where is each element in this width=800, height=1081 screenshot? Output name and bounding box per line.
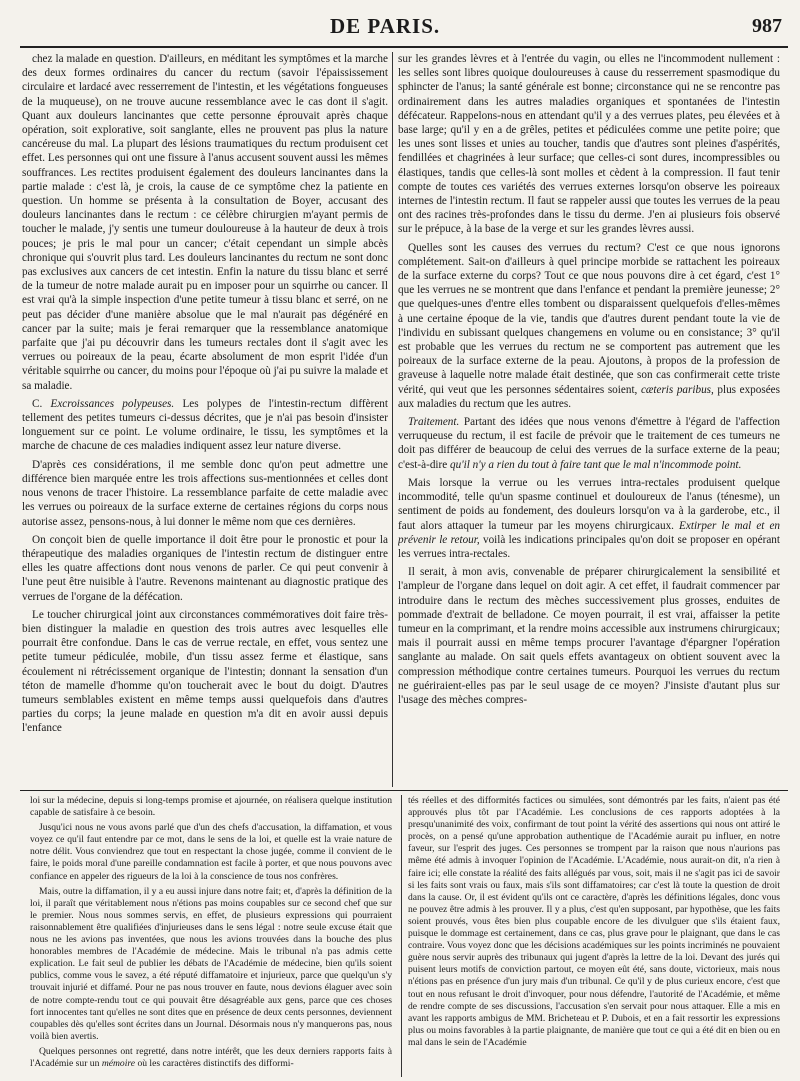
paragraph: Mais, outre la diffamation, il y a eu aussi injure dans notre fait; et, d'après la définition de la loi, il paraît que véritablement nous n'étions pas moins coupables sur ce second chef que sur le premier. Nous nous sommes servis, en effet, de plusieurs expressions qui pourraient raisonnablement être qualifiées d'injurieuses dans le sens légal : notre seule excuse était que nous ne les avions pas inventées, que nous les avions trouvées dans la bouche des plus honorables membres de l'Académie de médecine. Mais le tribunal n'a pas admis cette explication. Le fait seul de publier les débats de l'Académie de médecine, bien qu'ils soient publics, comme vous le savez, a été réputé diffamatoire et injurieux, parce que quelqu'un s'y trouvait injurié et diffamé. Pour ne pas nous trouver en faute, nous devions élaguer avec soin de notre compte-rendu tout ce qui pouvait être désagréable aux gens, parce que ces choses fort innocentes tant qu'elles ne sont dites que en présence de deux cents personnes, deviennent coupables dès qu'elles sont écrites dans un Journal. Désormais nous n'y manquerons pas, nous voilà bien avertis. <box>30 885 392 1042</box>
paragraph <box>30 1046 392 1070</box>
page-header <box>0 0 800 40</box>
article-column-right <box>398 52 780 787</box>
running-title: DE PARIS. <box>330 14 441 38</box>
feuilleton-column-left <box>30 795 392 1077</box>
paragraph: sur les grandes lèvres et à l'entrée du vagin, ou elles ne l'incommodent nullement : les selles sont libres quoique douloureuses à cause du resserrement spasmodique du sphincter de l'anus; la santé générale est bonne; circonstance qui ne se rencontre pas ordinairement dans les autres maladies organiques et spontanées de l'intestin défécateur. Rappelons-nous en attendant qu'il y a des verrues plates, peu élevées et à base large; qu'il y en a de grêles, petites et pédiculées comme une petite poire; que les unes sont lisses et unies au toucher, tandis que d'autres sont pleines d'aspérités, fendillées et chagrinées à leur surface; que celles-ci sont dures, incompressibles ou élastiques, tandis que celles-là sont molles et cèdent à la compression. Il faut tenir compte de toutes ces variétés des verrues externes lorsqu'on observe les poireaux internes de l'intestin rectum. Il faut se rappeler aussi que toutes les verrues de la peau ont des racines très-profondes dans le tissu du derme. J'en ai plusieurs fois observé sur le prépuce, à la base de la verge et sur les grandes lèvres aussi. <box>398 53 780 236</box>
paragraph-text: où les caractères distinctifs des difformi- <box>137 1057 294 1069</box>
italic-phrase: qu'il n'y a rien du tout à faire tant que le mal n'incommode point. <box>450 458 742 471</box>
paragraph: Le toucher chirurgical joint aux circonstances commémoratives doit faire très-bien distinguer la maladie en question des trois autres avec lesquelles elle pourrait être confondue. Dans le cas de verrue rectale, en effet, vous sentez une petite tumeur pédiculée, mobile, d'un tissu assez ferme et élastique, sans écoulement ni rétrécissement organique de l'intestin; donnant la sensation d'un téton de mamelle d'homme qu'on toucherait avec le bout du doigt. D'autres tumeurs semblables existent en même temps aussi quelquefois dans d'autres parties du corps; la jeune malade en question m'a dit en avoir aussi depuis l'enfance <box>22 608 388 735</box>
column-divider <box>392 52 393 787</box>
header-rule <box>20 46 788 48</box>
feuilleton-column-right <box>408 795 780 1077</box>
italic-phrase: mémoire <box>101 1057 136 1069</box>
paragraph-text: Quelles sont les causes des verrues du rectum? C'est ce que nous ignorons complétement. Sait-on d'ailleurs à quel principe morbide se rattachent les poireaux de la surface externe du corps? Tout ce que nous pouvons dire à cet égard, c'est 1° que les verrues ne se montrent que dans l'enfance et pendant la première jeunesse; 2° que quelques-unes d'entre elles tombent ou disparaissent quelquefois d'elles-mêmes à une certaine époque de la vie, tandis que d'autres durent pendant toute la vie de l'individu en subissant quelques changemens en volume ou en consistance; 3° qu'il est probable que les verrues du rectum ne se comportent pas autrement que les poireaux de la surface externe de la peau. Ajoutons, à propos de la profession de graveuse à laquelle notre malade était destinée, que son cas confirmerait cette triste vérité, qui veut que les personnes sédentaires soient, <box>398 241 780 396</box>
section-rule <box>20 790 788 791</box>
paragraph: On conçoit bien de quelle importance il doit être pour le pronostic et pour la thérapeutique des maladies organiques de l'intestin rectum de distinguer entre elles les quatre affections dont nous venons de parler. Ce qui peut convenir à l'une peut être nuisible à l'autre. Revenons maintenant au diagnostic pratique des verrues de l'organe de la défécation. <box>22 533 388 603</box>
page-number: 987 <box>752 15 782 37</box>
paragraph <box>398 241 780 411</box>
paragraph-text: voilà les indications principales qu'on doit se proposer en opérant les verrues intra-rectales. <box>398 533 780 560</box>
section-title: Excroissances polypeuses. <box>50 397 175 410</box>
section-title: Traitement. <box>408 416 460 429</box>
paragraph: loi sur la médecine, depuis si long-temps promise et ajournée, on réalisera quelque institution capable de satisfaire à ce besoin. <box>30 795 392 819</box>
paragraph-text: plus exposées aux maladies du rectum que les autres. <box>398 383 780 410</box>
paragraph <box>398 476 780 561</box>
paragraph-text: Les polypes de l'intestin-rectum diffèrent tellement des petites tumeurs ci-dessus décrites, que je n'ai pas besoin d'insister longuement sur ce point. Le volume ordinaire, le tissu, les symptômes et la marche de chacune de ces maladies indiquent assez leur nature diverse. <box>22 397 388 453</box>
italic-phrase: cæteris paribus, <box>640 383 714 396</box>
paragraph: tés réelles et des difformités factices ou simulées, sont démontrés par les faits, n'aient pas été approuvés plus tôt par l'Académie. Les conclusions de ces rapports adoptées à la presqu'unanimité des voix, confirmant de tout point la vérité des assertions qui nous ont attiré le procès, on a pensé qu'une approbation authentique de l'Académie aurait pu influer, en notre faveur, sur l'esprit des juges. Ces personnes se trompent par la raison que nous n'aurions pas même été admis à invoquer l'opinion de l'Académie. L'Académie, nous aurait-on dit, n'a rien à faire ici; elle constate la réalité des faits allégués par vous, soit, mais il ne s'agit pas ici de savoir si les faits sont vrais ou faux, mais s'ils sont diffamatoires; car c'est là toute la question de droit dans la cause. Or, il est évident qu'ils ont ce caractère, d'après les définitions légales, donc vous ne pouvez être admis à les prouver. Il y a plus, c'est qu'en supposant, par hypothèse, que les faits soient prouvés, vous êtes bien plus coupable encore de les divulguer que s'ils étaient faux, puisque le dommage est certainement, dans ce cas, plus grave pour le plaignant, que dans le cas contraire. Vous voyez donc que les décisions académiques sur les points incriminés ne pouvaient guère nous servir auprès des tribunaux qui jugent d'après la lettre de la loi. Devant des jurés qui puisent leurs motifs de conviction partout, ce moyen eût été, sans doute, victorieux, mais nous n'étions pas en présence d'un jury mais d'un tribunal. Ce qu'il y de plus curieux encore, c'est que tout en nous refusant le droit d'invoquer, pour nous défendre, l'autorité de l'Académie, et même de rendre compte de ses discussions, l'accusation s'en servait pour nous attaquer. Elle a mis en avant les rapports ambigus de MM. Bricheteau et P. Dubois, et en a fait ressortir les expressions plus ou moins favorables à la partie plaignante, de manière que tout ce qui a été dit en bien ou en mal dans le sein de l'Académie <box>408 795 780 1048</box>
italic-phrase: Extirper le mal et en prévenir le retour, <box>398 519 780 546</box>
column-divider <box>401 795 402 1077</box>
paragraph-text: Quelques personnes ont regretté, dans notre intérêt, que les deux derniers rapports faits à l'Académie sur un <box>30 1045 392 1069</box>
paragraph-text: Mais lorsque la verrue ou les verrues intra-rectales produisent quelque incommodité, telle qu'un spasme continuel et douloureux de l'anus (ténesme), un sentiment de poids au fondement, des douleurs lorsqu'on va à la garderobe, etc., il faut alors attaquer la tumeur par les moyens chirurgicaux. <box>398 476 780 532</box>
paragraph-text: Partant des idées que nous venons d'émettre à l'égard de l'affection verruqueuse du rectum, il est facile de prévoir que le traitement de ces tumeurs ne doit pas différer de beaucoup de celui des verrues de la surface externe de la peau; c'est-à-dire <box>398 416 780 471</box>
paragraph: Il serait, à mon avis, convenable de préparer chirurgicalement la sensibilité et l'ampleur de l'organe dans lequel on doit agir. A cet effet, il faudrait commencer par introduire dans le rectum des mèches successivement plus grosses, enduites de pommade d'extrait de belladone. Ce moyen pourrait, il est vrai, affaisser la petite tumeur en la comprimant, et la rendre moins accessible aux instrumens chirurgicaux; mais il pourrait aussi en même temps procurer l'avantage d'épargner l'opération sanglante au malade. On sait quels effets avantageux on obtient souvent avec la compression méthodique contre certaines tumeurs. Pourquoi les verrues du rectum ne guériraient-elles pas par le seul usage de ce moyen? J'insiste d'autant plus sur l'usage des mèches compres- <box>398 566 780 706</box>
paragraph: Jusqu'ici nous ne vous avons parlé que d'un des chefs d'accusation, la diffamation, et vous voyez ce qu'il faut entendre par ce mot, dans le sens de la loi, et quelle est la vraie nature de notre délit. Vous conviendrez que tout en respectant la chose jugée, comme il convient de le faire, le poids moral d'une pareille condamnation est facile à porter, et que nous pouvons avec confiance en appeler des rigueurs de la loi à la conscience de tous nos confrères. <box>30 822 392 882</box>
paragraph <box>398 415 780 472</box>
article-column-left <box>22 52 388 787</box>
paragraph: D'après ces considérations, il me semble donc qu'on peut admettre une différence bien marquée entre les trois affections sus-mentionnées et celles dont nous venons de tracer l'histoire. La ressemblance parfaite de cette maladie avec les verrues ou poireaux de la surface externe de certaines régions du corps nous autorise assez, pensons-nous, à lui donner le même nom que ces dernières. <box>22 458 388 528</box>
section-label: C. <box>32 397 43 410</box>
paragraph <box>22 397 388 454</box>
paragraph: chez la malade en question. D'ailleurs, en méditant les symptômes et la marche des deux formes ordinaires du cancer du rectum (savoir l'épaississement circulaire et lardacé avec resserrement de l'intestin, et les végétations fongueuses de la muqueuse), on ne trouve aucune ressemblance avec le cas dont il s'agit. Quant aux douleurs lancinantes que cette personne éprouvait après chaque opération, soit explorative, soit sanglante, elles ne prouvent pas plus la nature cancéreuse du mal. La plupart des lésions traumatiques du rectum produisent cet effet. Les personnes qui ont une fissure à l'anus accusent souvent aussi les mêmes souffrances. Les rectites produisent également des douleurs lancinantes dans la partie malade : c'est là, je crois, la cause de ce symptôme chez la patiente en question. Un homme se présenta à la consultation de Boyer, accusant des douleurs lancinantes dans le rectum : ce célèbre chirurgien m'ayant permis de toucher le malade, j'y sentis une tumeur douloureuse à la hauteur de deux à trois pouces; je pris le mal pour un cancer; c'était cependant un simple abcès chronique qui s'ouvrit plus tard. Les douleurs lancinantes du rectum ne sont donc pas exclusives aux cancers de cet intestin. Enfin la nature du tissu blanc et serré de la tumeur de notre malade aurait pu en imposer pour un squirrhe ou cancer. Il est vrai qu'à la simple inspection d'une petite tumeur à tissu blanc et serré, on ne peut pas décider d'une manière absolue que le mal n'aurait pas dégénéré en cancer par la suite; mais je ferai remarquer que la ressemblance anatomique parfaite que j'ai pu découvrir dans les tumeurs rectales dont il s'agit avec les verrues ou poireaux de la peau, écarte absolument de mon esprit l'idée d'un véritable squirrhe ou cancer, du moins pour l'époque où j'ai pu suivre la malade et sa maladie. <box>22 53 388 392</box>
